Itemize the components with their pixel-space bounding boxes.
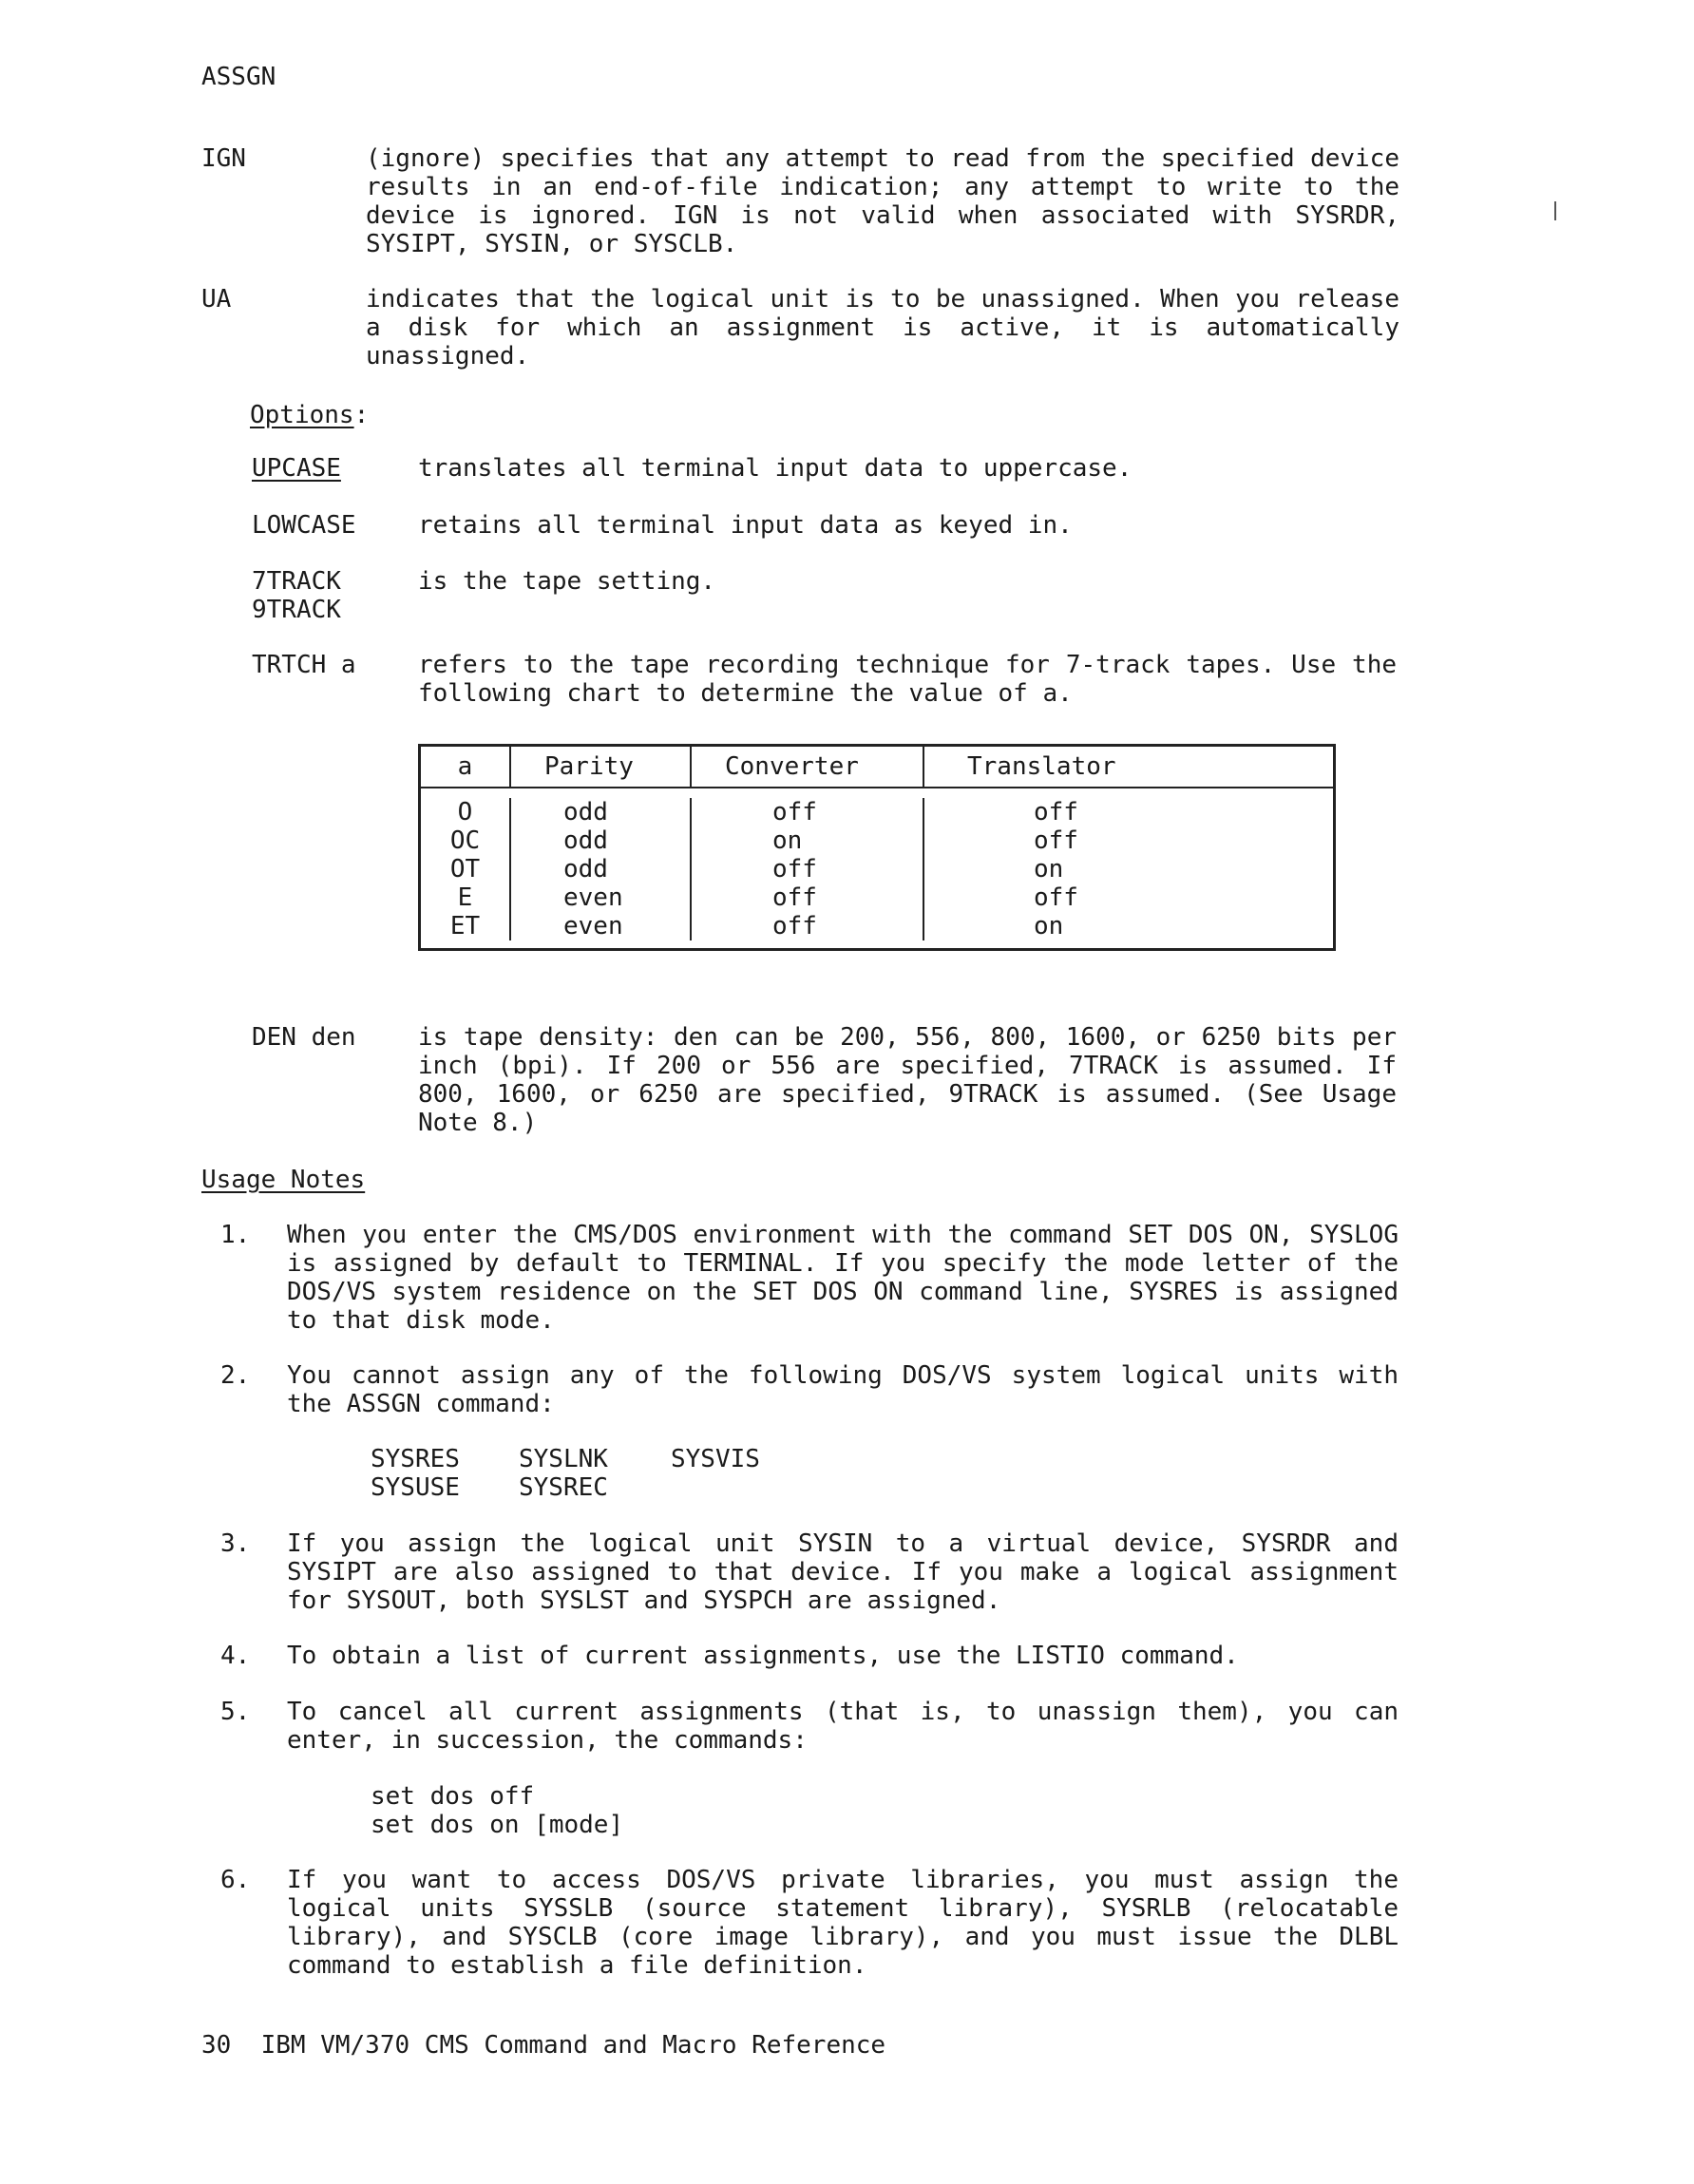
- command-line: set dos on [mode]: [371, 1811, 624, 1839]
- table-cell: OC: [421, 826, 511, 855]
- table-cell: off: [692, 798, 924, 826]
- table-header-row: [421, 747, 1333, 788]
- page-footer: 30 IBM VM/370 CMS Command and Macro Reference: [201, 2031, 886, 2060]
- table-cell: odd: [511, 798, 692, 826]
- note-text: If you want to access DOS/VS private libraries, you must assign the logical units SYSSLB (source statement library), SYSRLB (relocatable library), and SYSCLB (core image library), and you must issue the DLBL command to establish a file definition.: [287, 1866, 1399, 1980]
- table-header-cell: Translator: [967, 752, 1116, 781]
- ua-description: indicates that the logical unit is to be unassigned. When you release a disk for which an assignment is active, it is automatically unassigned.: [366, 285, 1399, 370]
- upcase-term: UPCASE: [252, 454, 341, 483]
- table-cell: even: [511, 883, 692, 912]
- system-unit: SYSVIS: [671, 1445, 760, 1473]
- table-cell: off: [692, 912, 924, 940]
- table-cell: off: [1034, 798, 1078, 826]
- table-cell: off: [1034, 883, 1078, 912]
- ua-term: UA: [201, 285, 232, 313]
- note-number: 3.: [220, 1529, 251, 1558]
- table-row: [421, 855, 1333, 883]
- table-cell: OT: [421, 855, 511, 883]
- table-cell: on: [692, 826, 924, 855]
- table-cell: O: [421, 798, 511, 826]
- table-row: [421, 826, 1333, 855]
- table-row: [421, 883, 1333, 912]
- table-header-cell: Parity: [511, 747, 692, 787]
- table-cell: on: [1034, 912, 1064, 940]
- table-cell: off: [692, 883, 924, 912]
- note-number: 5.: [220, 1698, 251, 1726]
- table-row: [421, 912, 1333, 940]
- table-cell: ET: [421, 912, 511, 940]
- note-number: 1.: [220, 1221, 251, 1249]
- system-unit: SYSLNK: [519, 1445, 608, 1473]
- ign-description: (ignore) specifies that any attempt to read from the specified device results in an end-of-file indication; any attempt to write to the device is ignored. IGN is not valid when associated with SYSRDR, SYSIPT, SYSIN, or SYSCLB.: [366, 144, 1399, 258]
- table-cell: E: [421, 883, 511, 912]
- table-header-cell: a: [421, 747, 511, 787]
- lowcase-description: retains all terminal input data as keyed in.: [418, 511, 1073, 540]
- table-cell: odd: [511, 855, 692, 883]
- table-cell: on: [1034, 855, 1064, 883]
- table-cell: off: [1034, 826, 1078, 855]
- 7track-term: 7TRACK: [252, 567, 341, 596]
- note-number: 6.: [220, 1866, 251, 1894]
- table-row: [421, 798, 1333, 826]
- note-number: 2.: [220, 1361, 251, 1390]
- note-text: To cancel all current assignments (that is, to unassign them), you can enter, in succession, the commands:: [287, 1698, 1399, 1755]
- den-term: DEN den: [252, 1023, 356, 1052]
- trtch-table: [418, 744, 1336, 951]
- trtch-term: TRTCH a: [252, 651, 356, 679]
- 9track-term: 9TRACK: [252, 596, 341, 624]
- usage-notes-heading: Usage Notes: [201, 1166, 366, 1194]
- track-description: is the tape setting.: [418, 567, 716, 596]
- change-bar-mark: [1554, 201, 1556, 220]
- command-line: set dos off: [371, 1782, 535, 1811]
- ign-term: IGN: [201, 144, 246, 173]
- upcase-description: translates all terminal input data to uppercase.: [418, 454, 1133, 483]
- trtch-description: refers to the tape recording technique for 7-track tapes. Use the following chart to determine the value of a.: [418, 651, 1397, 708]
- system-unit: SYSRES: [371, 1445, 460, 1473]
- note-text: When you enter the CMS/DOS environment with the command SET DOS ON, SYSLOG is assigned by default to TERMINAL. If you specify the mode letter of the DOS/VS system residence on the SET DOS ON command line, SYSRES is assigned to that disk mode.: [287, 1221, 1399, 1335]
- table-cell: even: [511, 912, 692, 940]
- note-text: You cannot assign any of the following DOS/VS system logical units with the ASSGN command:: [287, 1361, 1399, 1418]
- note-number: 4.: [220, 1642, 251, 1670]
- table-cell: odd: [511, 826, 692, 855]
- page-header: ASSGN: [201, 63, 276, 91]
- den-description: is tape density: den can be 200, 556, 800, 1600, or 6250 bits per inch (bpi). If 200 or 556 are specified, 7TRACK is assumed. If 800, 1600, or 6250 are specified, 9TRACK is assumed. (See Usage Note 8.): [418, 1023, 1397, 1137]
- note-text: If you assign the logical unit SYSIN to a virtual device, SYSRDR and SYSIPT are also assigned to that device. If you make a logical assignment for SYSOUT, both SYSLST and SYSPCH are assigned.: [287, 1529, 1399, 1615]
- table-header-cell: Converter: [692, 747, 924, 787]
- note-text: To obtain a list of current assignments, use the LISTIO command.: [287, 1642, 1239, 1670]
- options-heading: Options:: [250, 401, 370, 429]
- system-unit: SYSREC: [519, 1473, 608, 1502]
- system-unit: SYSUSE: [371, 1473, 460, 1502]
- lowcase-term: LOWCASE: [252, 511, 356, 540]
- table-body: [421, 788, 1333, 948]
- table-cell: off: [692, 855, 924, 883]
